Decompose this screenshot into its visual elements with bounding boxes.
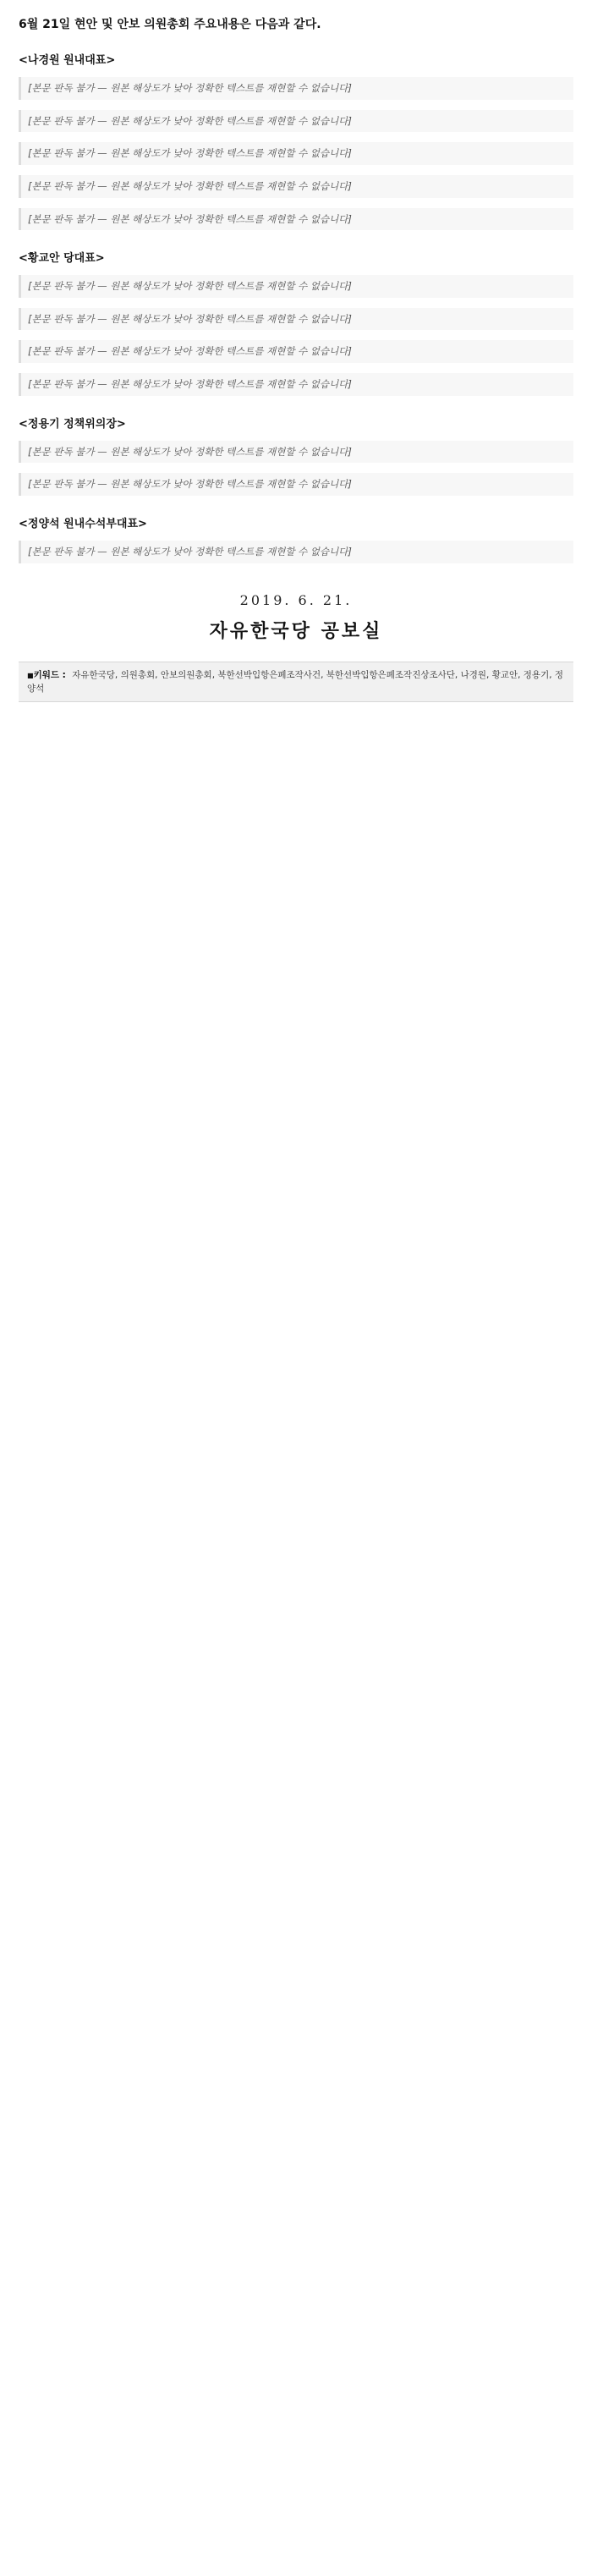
section-paragraph: [본문 판독 불가 — 원본 해상도가 낮아 정확한 텍스트를 재현할 수 없습니다] xyxy=(19,142,573,165)
signature: 자유한국당 공보실 xyxy=(209,620,383,642)
keywords-bar xyxy=(19,662,573,703)
sections-container xyxy=(19,51,573,563)
section-paragraph: [본문 판독 불가 — 원본 해상도가 낮아 정확한 텍스트를 재현할 수 없습니다] xyxy=(19,275,573,298)
section-0 xyxy=(19,51,573,230)
section-paragraph: [본문 판독 불가 — 원본 해상도가 낮아 정확한 텍스트를 재현할 수 없습니다] xyxy=(19,308,573,331)
section-heading: <나경원 원내대표> xyxy=(19,54,116,67)
section-1 xyxy=(19,249,573,396)
section-paragraph: [본문 판독 불가 — 원본 해상도가 낮아 정확한 텍스트를 재현할 수 없습니다] xyxy=(19,340,573,363)
section-paragraph: [본문 판독 불가 — 원본 해상도가 낮아 정확한 텍스트를 재현할 수 없습니다] xyxy=(19,175,573,198)
section-2 xyxy=(19,415,573,496)
press-release-page xyxy=(0,0,592,724)
section-heading: <정용기 정책위의장> xyxy=(19,417,126,431)
section-paragraph: [본문 판독 불가 — 원본 해상도가 낮아 정확한 텍스트를 재현할 수 없습니다] xyxy=(19,441,573,464)
section-paragraph: [본문 판독 불가 — 원본 해상도가 낮아 정확한 텍스트를 재현할 수 없습니다] xyxy=(19,373,573,396)
section-heading: <정양석 원내수석부대표> xyxy=(19,517,147,530)
section-paragraph: [본문 판독 불가 — 원본 해상도가 낮아 정확한 텍스트를 재현할 수 없습니다] xyxy=(19,208,573,231)
section-3 xyxy=(19,514,573,563)
section-paragraph: [본문 판독 불가 — 원본 해상도가 낮아 정확한 텍스트를 재현할 수 없습니다] xyxy=(19,541,573,563)
section-paragraph: [본문 판독 불가 — 원본 해상도가 낮아 정확한 텍스트를 재현할 수 없습니다] xyxy=(19,110,573,133)
keywords-label: ■ 키워드 : xyxy=(27,670,66,680)
release-date: 2019. 6. 21. xyxy=(239,591,353,608)
section-paragraph: [본문 판독 불가 — 원본 해상도가 낮아 정확한 텍스트를 재현할 수 없습니다] xyxy=(19,473,573,496)
section-heading: <황교안 당대표> xyxy=(19,252,105,266)
intro-line: 6월 21일 현안 및 안보 의원총회 주요내용은 다음과 같다. xyxy=(19,18,321,31)
keywords-text: 자유한국당, 의원총회, 안보의원총회, 북한선박입항은폐조작사건, 북한선박입항은폐조작진상조사단, 나경원, 황교안, 정용기, 정양석 xyxy=(27,669,564,694)
section-paragraph: [본문 판독 불가 — 원본 해상도가 낮아 정확한 텍스트를 재현할 수 없습니다] xyxy=(19,77,573,100)
